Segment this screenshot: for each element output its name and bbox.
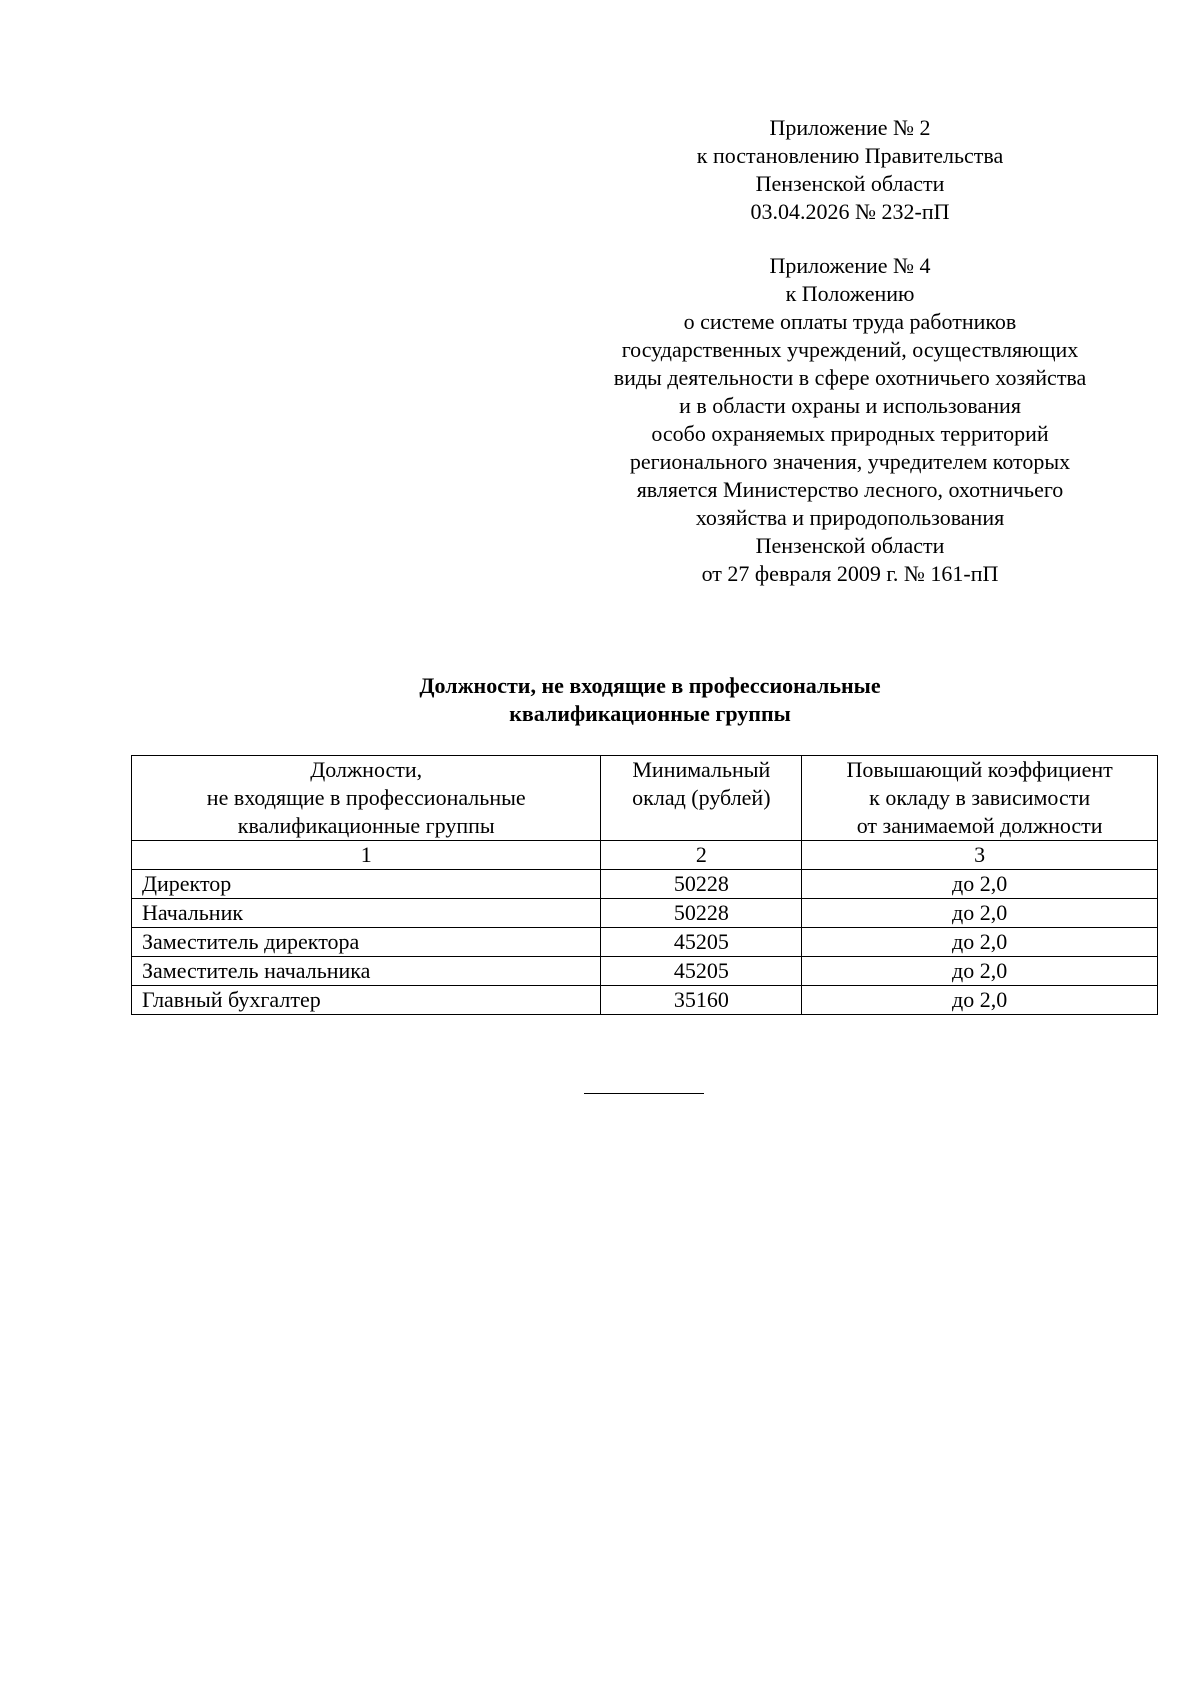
table-header-row (132, 756, 1158, 841)
table-row (132, 986, 1158, 1015)
appendix-4-line: государственных учреждений, осуществляющих (621, 337, 1079, 362)
table-title (130, 672, 1170, 728)
column-number: 2 (601, 841, 802, 870)
appendix-2-title: Приложение № 2 (769, 115, 931, 140)
position-cell: Заместитель директора (132, 928, 601, 957)
positions-table (131, 755, 1158, 1015)
position-cell: Заместитель начальника (132, 957, 601, 986)
header-positions-line: квалификационные группы (237, 813, 495, 838)
appendix-4-line: виды деятельности в сфере охотничьего хозяйства (613, 365, 1087, 390)
appendix-2-header (600, 114, 1100, 226)
appendix-4-line: хозяйства и природопользования (695, 505, 1005, 530)
end-of-document-rule (584, 1093, 704, 1094)
salary-cell: 35160 (601, 986, 802, 1015)
position-cell: Главный бухгалтер (132, 986, 601, 1015)
appendix-2-line: к постановлению Правительства (696, 143, 1004, 168)
column-number-row (132, 841, 1158, 870)
header-positions-line: Должности, (310, 757, 423, 782)
salary-cell: 45205 (601, 957, 802, 986)
header-min-salary-line: Минимальный (632, 757, 771, 782)
appendix-4-line: является Министерство лесного, охотничьего (636, 477, 1064, 502)
appendix-4-line: регионального значения, учредителем которых (629, 449, 1071, 474)
appendix-4-header (600, 252, 1100, 588)
position-cell: Директор (132, 870, 601, 899)
appendix-4-title: Приложение № 4 (769, 253, 931, 278)
salary-cell: 45205 (601, 928, 802, 957)
header-min-salary (601, 756, 802, 841)
header-coefficient (802, 756, 1158, 841)
salary-cell: 50228 (601, 870, 802, 899)
header-min-salary-line: оклад (рублей) (632, 785, 771, 810)
coefficient-cell: до 2,0 (802, 957, 1158, 986)
appendix-4-line: Пензенской области (755, 533, 945, 558)
appendix-4-line: и в области охраны и использования (679, 393, 1021, 418)
coefficient-cell: до 2,0 (802, 986, 1158, 1015)
coefficient-cell: до 2,0 (802, 928, 1158, 957)
table-row (132, 957, 1158, 986)
coefficient-cell: до 2,0 (802, 870, 1158, 899)
table-title-line: Должности, не входящие в профессиональные (419, 673, 881, 698)
table-row (132, 870, 1158, 899)
salary-cell: 50228 (601, 899, 802, 928)
appendix-4-line: к Положению (785, 281, 915, 306)
header-coefficient-line: от занимаемой должности (856, 813, 1103, 838)
table-row (132, 928, 1158, 957)
position-cell: Начальник (132, 899, 601, 928)
header-coefficient-line: Повышающий коэффициент (846, 757, 1113, 782)
coefficient-cell: до 2,0 (802, 899, 1158, 928)
appendix-2-line: Пензенской области (755, 171, 945, 196)
header-coefficient-line: к окладу в зависимости (869, 785, 1091, 810)
appendix-4-line: о системе оплаты труда работников (683, 309, 1017, 334)
column-number: 1 (132, 841, 601, 870)
column-number: 3 (802, 841, 1158, 870)
header-positions (132, 756, 601, 841)
table-title-line: квалификационные группы (509, 701, 791, 726)
appendix-4-date-number: от 27 февраля 2009 г. № 161-пП (701, 561, 999, 586)
appendix-4-line: особо охраняемых природных территорий (651, 421, 1049, 446)
header-positions-line: не входящие в профессиональные (206, 785, 526, 810)
appendix-2-date-number: 03.04.2026 № 232-пП (750, 199, 950, 224)
table-row (132, 899, 1158, 928)
